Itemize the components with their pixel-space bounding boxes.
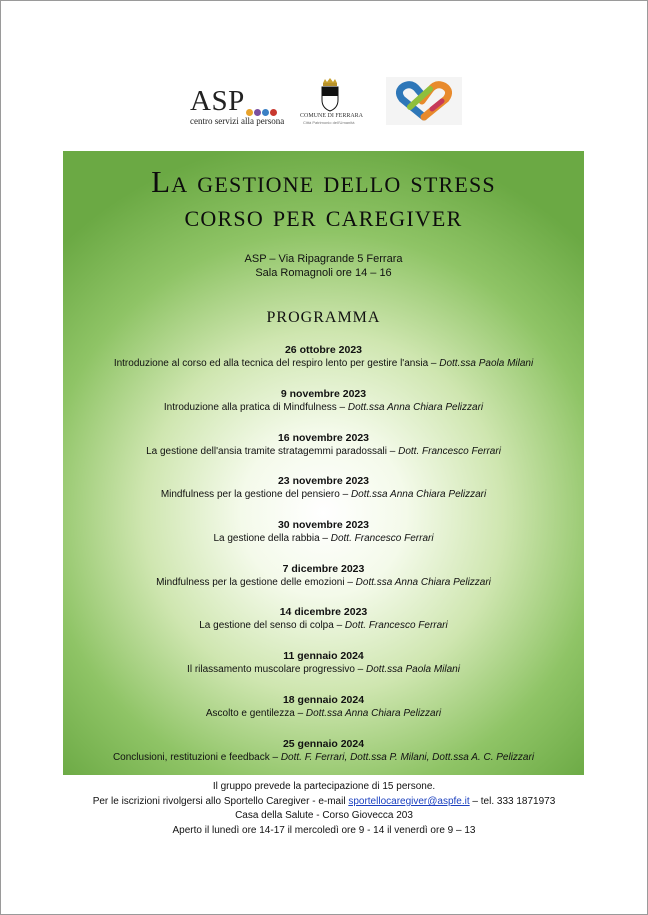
- footer-address: Casa della Salute - Corso Giovecca 203: [235, 810, 413, 821]
- session-speaker: Dott. Francesco Ferrari: [330, 533, 434, 544]
- footer-contact: [0, 795, 648, 809]
- session-topic: [63, 707, 584, 721]
- comune-logo-subtitle: Città Patrimonio dell'Umanità: [303, 120, 355, 125]
- footer-contact-phone: – tel. 333 1871973: [469, 796, 556, 807]
- asp-logo-subtitle: centro servizi alla persona: [190, 116, 285, 126]
- title-line-1: La gestione dello stress: [151, 164, 496, 199]
- footer-hours: Aperto il lunedì ore 14-17 il mercoledì ore 9 - 14 il venerdì ore 9 – 13: [172, 825, 476, 836]
- comune-logo-name: COMUNE DI FERRARA: [300, 113, 364, 119]
- session-date: 9 novembre 2023: [280, 388, 367, 400]
- footer-contact-prefix: Per le iscrizioni rivolgersi allo Sportello Caregiver - e-mail: [92, 796, 349, 807]
- session-date: 7 dicembre 2023: [282, 563, 365, 575]
- programma-heading: PROGRAMMA: [266, 309, 381, 326]
- session-topic-text: Mindfulness per la gestione del pensiero –: [160, 489, 351, 500]
- session-topic-text: Ascolto e gentilezza –: [205, 708, 306, 719]
- session-date: 23 novembre 2023: [277, 475, 370, 487]
- session-item: [63, 693, 584, 721]
- asp-dot: [246, 109, 253, 116]
- heart-ribbon-icon: [386, 77, 462, 125]
- asp-dot: [254, 109, 261, 116]
- session-topic-text: Introduzione alla pratica di Mindfulness –: [163, 402, 348, 413]
- session-topic: [63, 445, 584, 459]
- session-topic: [63, 576, 584, 590]
- session-speaker: Dott.ssa Anna Chiara Pelizzari: [347, 402, 484, 413]
- session-date: 18 gennaio 2024: [282, 694, 365, 706]
- session-item: [63, 387, 584, 415]
- session-date: 30 novembre 2023: [277, 519, 370, 531]
- session-speaker: Dott.ssa Anna Chiara Pelizzari: [355, 577, 491, 588]
- session-topic-text: Mindfulness per la gestione delle emozioni –: [156, 577, 356, 588]
- location-address: ASP – Via Ripagrande 5 Ferrara: [244, 253, 403, 265]
- asp-dot: [262, 109, 269, 116]
- session-item: [63, 605, 584, 633]
- session-topic: [63, 401, 584, 415]
- session-topic-text: La gestione del senso di colpa –: [199, 620, 345, 631]
- session-speaker: Dott.ssa Anna Chiara Pelizzari: [305, 708, 442, 719]
- session-date: 14 dicembre 2023: [279, 606, 368, 618]
- session-topic: [63, 532, 584, 546]
- session-topic-text: La gestione dell'ansia tramite stratagemmi paradossali –: [146, 446, 399, 457]
- session-item: [63, 343, 584, 371]
- session-item: [63, 431, 584, 459]
- location-room-time: Sala Romagnoli ore 14 – 16: [255, 267, 392, 279]
- session-date: 25 gennaio 2024: [282, 738, 365, 750]
- session-topic: [63, 357, 584, 371]
- session-item: [63, 737, 584, 765]
- comune-ferrara-logo: [300, 78, 362, 126]
- session-topic: [63, 751, 584, 765]
- asp-logo-name: ASP: [190, 85, 245, 117]
- asp-dot: [270, 109, 277, 116]
- title-line-2: corso per caregiver: [184, 198, 463, 233]
- footer-participants: Il gruppo prevede la partecipazione di 15 persone.: [212, 781, 436, 792]
- asp-logo-dots: [246, 103, 278, 111]
- email-link[interactable]: sportellocaregiver@aspfe.it: [348, 796, 470, 807]
- session-date: 11 gennaio 2024: [283, 650, 364, 662]
- session-speaker: Dott.ssa Paola Milani: [366, 664, 460, 675]
- session-item: [63, 649, 584, 677]
- session-speaker: Dott. F. Ferrari, Dott.ssa P. Milani, Dott.ssa A. C. Pelizzari: [280, 752, 535, 763]
- session-topic: [63, 619, 584, 633]
- session-item: [63, 474, 584, 502]
- session-date: 26 ottobre 2023: [284, 344, 363, 356]
- session-speaker: Dott.ssa Anna Chiara Pelizzari: [350, 489, 487, 500]
- asp-logo: [190, 86, 290, 126]
- session-topic-text: Il rilassamento muscolare progressivo –: [187, 664, 367, 675]
- session-topic-text: Introduzione al corso ed alla tecnica del respiro lento per gestire l'ansia –: [113, 358, 440, 369]
- program-panel: [63, 151, 584, 775]
- session-topic: [63, 488, 584, 502]
- heart-ribbon-logo: [386, 77, 462, 125]
- session-topic-text: Conclusioni, restituzioni e feedback –: [112, 752, 281, 763]
- crest-icon: [320, 78, 340, 112]
- session-topic: [63, 663, 584, 677]
- session-item: [63, 518, 584, 546]
- session-item: [63, 562, 584, 590]
- session-date: 16 novembre 2023: [277, 432, 370, 444]
- session-speaker: Dott. Francesco Ferrari: [398, 446, 501, 457]
- session-topic-text: La gestione della rabbia –: [213, 533, 331, 544]
- session-speaker: Dott.ssa Paola Milani: [439, 358, 534, 369]
- session-speaker: Dott. Francesco Ferrari: [344, 620, 448, 631]
